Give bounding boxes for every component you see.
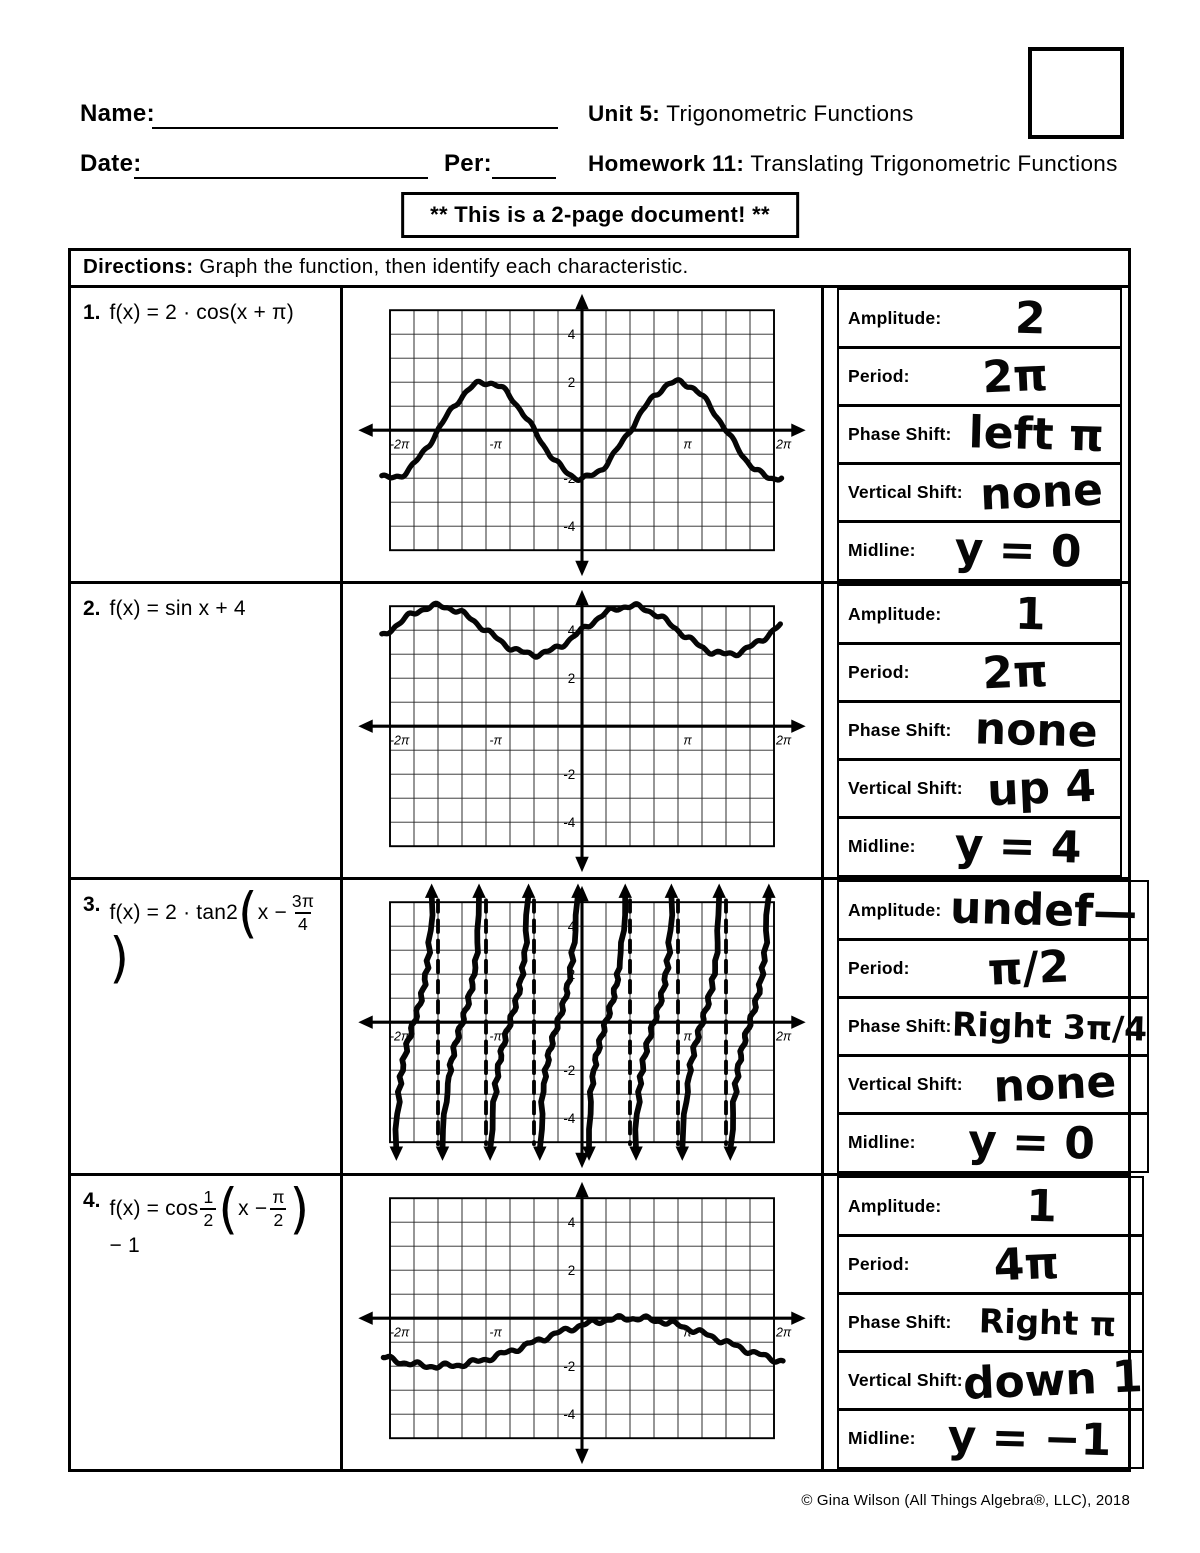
problem-answers-cell: [824, 584, 1128, 877]
svg-text:-2: -2: [563, 1358, 576, 1374]
answer-field-verticalshift[interactable]: [837, 758, 1122, 819]
answer-field-phaseshift[interactable]: [837, 404, 1122, 465]
svg-text:2: 2: [567, 374, 576, 390]
answer-field-label: Vertical Shift:: [848, 1074, 963, 1095]
answer-field-label: Midline:: [848, 540, 916, 561]
answer-field-label: Vertical Shift:: [848, 778, 963, 799]
svg-text:π: π: [683, 1028, 692, 1043]
answer-field-label: Phase Shift:: [848, 423, 952, 444]
answer-field-label: Amplitude:: [848, 1195, 942, 1216]
answer-field-label: Amplitude:: [848, 603, 942, 624]
svg-text:-π: -π: [489, 1324, 502, 1339]
svg-text:π: π: [683, 732, 692, 747]
formula-text: x −: [238, 1197, 268, 1221]
svg-text:2π: 2π: [775, 732, 792, 747]
answer-field-label: Phase Shift:: [848, 719, 952, 740]
trig-graph-canvas[interactable]: [351, 883, 813, 1171]
problem-formula: [109, 881, 332, 989]
two-page-banner: ** This is a 2-page document! **: [401, 192, 799, 238]
problem-row: [71, 877, 1148, 1173]
answer-field-label: Amplitude:: [848, 307, 942, 328]
problem-formula-cell: [71, 584, 343, 877]
homework-label: Homework 11:: [588, 151, 745, 176]
problem-number: 2.: [83, 597, 101, 620]
svg-text:-4: -4: [563, 518, 576, 534]
formula-text: (: [237, 881, 258, 945]
problem-row: [71, 581, 1128, 877]
svg-text:-4: -4: [563, 1110, 576, 1126]
directions-row: [71, 251, 1128, 285]
svg-text:-2π: -2π: [389, 1028, 410, 1043]
answer-field-label: Midline:: [848, 1428, 916, 1449]
svg-text:2π: 2π: [775, 436, 792, 451]
svg-text:4: 4: [567, 1214, 576, 1230]
grade-box[interactable]: [1028, 47, 1124, 139]
problem-graph-cell: [343, 584, 824, 877]
answer-field-label: Phase Shift:: [848, 1015, 952, 1036]
answer-field-verticalshift[interactable]: [837, 462, 1122, 523]
formula-text: ): [289, 1177, 310, 1241]
answer-field-midline[interactable]: [837, 520, 1122, 581]
handwritten-answer: none: [973, 703, 1098, 758]
svg-text:-4: -4: [563, 814, 576, 830]
handwritten-answer: Right 3π/4: [951, 1004, 1148, 1049]
handwritten-answer: down 1: [961, 1350, 1144, 1410]
handwritten-answer: 1: [1014, 588, 1047, 640]
svg-text:4: 4: [567, 622, 576, 638]
handwritten-answer: y = 4: [953, 819, 1082, 874]
handwritten-answer: 4π: [992, 1237, 1060, 1292]
svg-text:2: 2: [567, 966, 576, 982]
formula-text: f(x) = sin x + 4: [109, 597, 246, 620]
answer-field-label: Vertical Shift:: [848, 482, 963, 503]
svg-text:-π: -π: [489, 732, 502, 747]
date-write-line[interactable]: [134, 151, 428, 179]
handwritten-answer: 2π: [981, 349, 1049, 404]
handwritten-answer: y = −1: [946, 1410, 1112, 1466]
answer-field-amplitude[interactable]: [837, 880, 1149, 941]
trig-graph-canvas[interactable]: [351, 1179, 813, 1467]
answer-field-midline[interactable]: [837, 1408, 1144, 1469]
handwritten-answer: Right π: [977, 1300, 1117, 1344]
answer-field-phaseshift[interactable]: [837, 996, 1149, 1057]
problem-number: 4.: [83, 1189, 101, 1212]
formula-text: f(x) = cos: [109, 1197, 199, 1221]
copyright: © Gina Wilson (All Things Algebra®, LLC), 2018: [801, 1492, 1130, 1509]
problem-answers-cell: [824, 880, 1155, 1173]
svg-text:2: 2: [567, 670, 576, 686]
answer-field-label: Midline:: [848, 1132, 916, 1153]
trig-graph-canvas[interactable]: [351, 587, 813, 875]
answer-field-verticalshift[interactable]: [837, 1054, 1149, 1115]
handwritten-answer: undef—: [949, 882, 1139, 938]
directions-text: Graph the function, then identify each characteristic.: [199, 255, 689, 278]
problem-formula: [110, 596, 246, 622]
formula-text: ): [109, 926, 130, 989]
handwritten-answer: π/2: [986, 940, 1071, 996]
svg-text:-4: -4: [563, 1406, 576, 1422]
formula-text: x −: [257, 901, 287, 925]
handwritten-answer: none: [992, 1056, 1118, 1113]
svg-text:-2π: -2π: [389, 732, 410, 747]
formula-text: f(x) = 2 · cos(x + π): [109, 301, 294, 324]
unit-title: Unit 5: Trigonometric Functions: [588, 101, 914, 126]
date-label: Date:: [80, 150, 142, 177]
problem-row: [71, 285, 1128, 581]
answer-field-period[interactable]: [837, 938, 1149, 999]
answer-field-period[interactable]: [837, 346, 1122, 407]
problem-graph-cell: [343, 880, 824, 1173]
handwritten-answer: y = 0: [967, 1115, 1096, 1170]
answer-field-midline[interactable]: [837, 816, 1122, 877]
formula-fraction: $\frac{\pi}{2}$: [272, 1186, 285, 1231]
answer-field-label: Midline:: [848, 836, 916, 857]
svg-text:-2π: -2π: [389, 436, 410, 451]
answer-field-amplitude[interactable]: [837, 1176, 1144, 1237]
svg-text:-2π: -2π: [389, 1324, 410, 1339]
problem-formula-cell: [71, 880, 343, 1173]
answer-field-label: Period:: [848, 957, 910, 978]
per-write-line[interactable]: [492, 151, 556, 179]
svg-text:π: π: [683, 436, 692, 451]
handwritten-answer: 2: [1014, 292, 1047, 344]
problem-number: 3.: [83, 893, 101, 916]
answer-field-amplitude[interactable]: [837, 288, 1122, 349]
worksheet-table: [68, 248, 1148, 1472]
formula-fraction: $\frac{3\pi}{4}$: [291, 890, 315, 935]
handwritten-answer: up 4: [985, 760, 1097, 817]
handwritten-answer: left π: [967, 406, 1105, 462]
formula-fraction: $\frac{1}{2}$: [200, 1189, 216, 1230]
directions-label: Directions:: [83, 255, 194, 278]
problem-number: 1.: [83, 301, 101, 324]
svg-text:-2: -2: [563, 766, 576, 782]
handwritten-answer: 1: [1025, 1180, 1058, 1232]
answer-field-period[interactable]: [837, 642, 1122, 703]
trig-graph-canvas[interactable]: [351, 291, 813, 579]
formula-text: (: [218, 1177, 239, 1241]
answer-field-phaseshift[interactable]: [837, 700, 1122, 761]
answer-field-period[interactable]: [837, 1234, 1144, 1295]
answer-field-label: Period:: [848, 661, 910, 682]
handwritten-answer: none: [978, 464, 1104, 521]
answer-field-label: Period:: [848, 365, 910, 386]
handwritten-answer: y = 0: [953, 523, 1082, 578]
answer-field-amplitude[interactable]: [837, 584, 1122, 645]
svg-text:2π: 2π: [775, 1324, 792, 1339]
answer-field-label: Vertical Shift:: [848, 1370, 963, 1391]
svg-text:π: π: [683, 1324, 692, 1339]
problem-graph-cell: [343, 288, 824, 581]
answer-field-label: Period:: [848, 1253, 910, 1274]
svg-text:4: 4: [567, 326, 576, 342]
answer-field-midline[interactable]: [837, 1112, 1149, 1173]
formula-text: f(x) = 2 · tan2: [109, 901, 238, 925]
problem-row: [71, 1173, 1144, 1469]
svg-text:2π: 2π: [775, 1028, 792, 1043]
name-write-line[interactable]: [152, 101, 558, 129]
problem-answers-cell: [824, 288, 1128, 581]
homework-title: Homework 11: Translating Trigonometric Functions: [588, 151, 1118, 176]
problem-formula: [109, 1177, 332, 1259]
problem-formula: [110, 300, 294, 326]
svg-text:-π: -π: [489, 436, 502, 451]
problem-answers-cell: [824, 1176, 1150, 1469]
answer-field-label: Phase Shift:: [848, 1311, 952, 1332]
per-label: Per:: [444, 150, 492, 177]
svg-text:2: 2: [567, 1262, 576, 1278]
svg-text:-2: -2: [563, 1062, 576, 1078]
problem-graph-cell: [343, 1176, 824, 1469]
formula-text: − 1: [109, 1233, 140, 1257]
svg-text:-π: -π: [489, 1028, 502, 1043]
answer-field-phaseshift[interactable]: [837, 1292, 1144, 1353]
problem-formula-cell: [71, 288, 343, 581]
problem-formula-cell: [71, 1176, 343, 1469]
handwritten-answer: 2π: [981, 645, 1049, 700]
answer-field-label: Amplitude:: [848, 899, 942, 920]
name-label: Name:: [80, 100, 155, 127]
unit-label: Unit 5:: [588, 101, 661, 126]
svg-text:4: 4: [567, 918, 576, 934]
svg-text:-2: -2: [563, 470, 576, 486]
answer-field-verticalshift[interactable]: [837, 1350, 1144, 1411]
